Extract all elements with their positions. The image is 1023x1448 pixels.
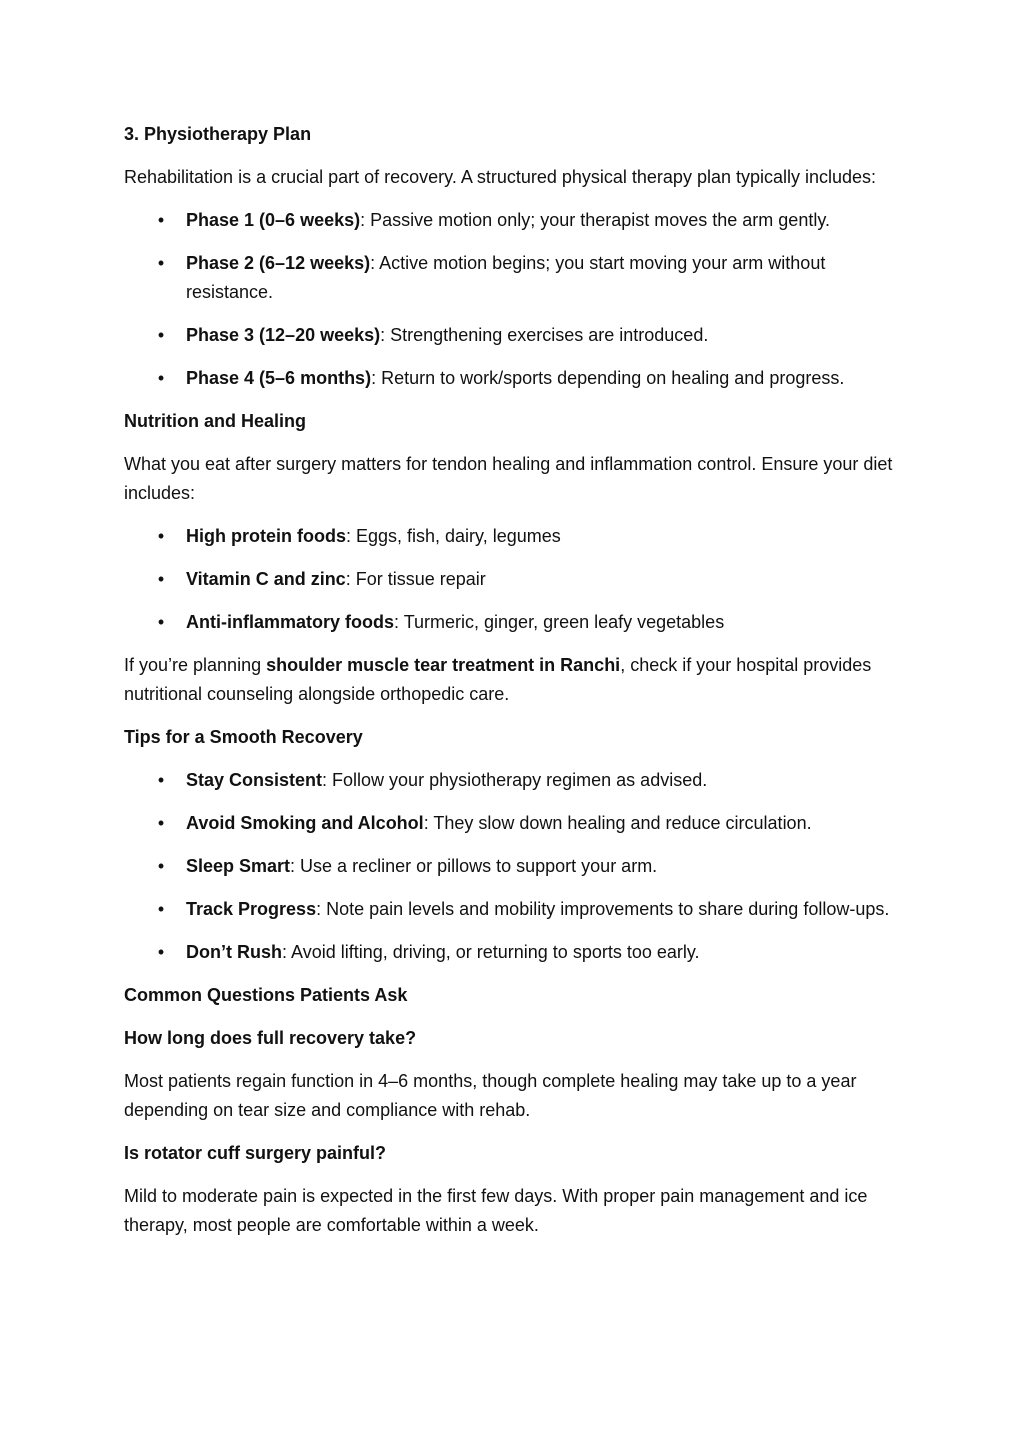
item-label: Phase 2 (6–12 weeks): [186, 253, 371, 273]
item-text: : Avoid lifting, driving, or returning to sports too early.: [282, 942, 700, 962]
bullet-icon: •: [157, 210, 165, 230]
list-item: [124, 522, 904, 551]
item-text: : Eggs, fish, dairy, legumes: [345, 526, 561, 546]
item-label: Phase 3 (12–20 weeks): [186, 325, 381, 345]
list-item: [124, 809, 904, 838]
paragraph-nutrition-note: [124, 651, 904, 709]
item-text: : Follow your physiotherapy regimen as advised.: [322, 770, 708, 790]
faq-answer-recovery-time: Most patients regain function in 4–6 months, though complete healing may take up to a year depending on tear size and compliance with rehab.: [124, 1071, 857, 1120]
list-item: [124, 852, 904, 881]
item-text: : For tissue repair: [345, 569, 486, 589]
item-text: : Turmeric, ginger, green leafy vegetables: [394, 612, 725, 632]
item-text: : Passive motion only; your therapist moves the arm gently.: [360, 210, 830, 230]
document-content: [124, 120, 904, 1254]
item-label: Track Progress: [186, 899, 317, 919]
bullet-icon: •: [157, 526, 165, 546]
section-heading-nutrition: Nutrition and Healing: [124, 411, 306, 431]
paragraph-physio-intro: Rehabilitation is a crucial part of recovery. A structured physical therapy plan typically includes:: [124, 167, 877, 187]
item-label: High protein foods: [186, 526, 346, 546]
list-item: [124, 938, 904, 967]
bullet-icon: •: [157, 569, 165, 589]
bullet-icon: •: [157, 899, 165, 919]
list-item: [124, 565, 904, 594]
list-item: [124, 608, 904, 637]
list-item: [124, 766, 904, 795]
faq-answer-pain: Mild to moderate pain is expected in the first few days. With proper pain management and ice therapy, most people are comfortable within a week.: [124, 1186, 868, 1235]
bullet-icon: •: [157, 368, 165, 388]
faq-question-pain: Is rotator cuff surgery painful?: [124, 1143, 387, 1163]
list-item: [124, 895, 904, 924]
bullet-icon: •: [157, 813, 165, 833]
bullet-icon: •: [157, 770, 165, 790]
item-label: Vitamin C and zinc: [186, 569, 346, 589]
item-text: : Strengthening exercises are introduced.: [380, 325, 709, 345]
section-heading-tips: Tips for a Smooth Recovery: [124, 727, 363, 747]
list-item: [124, 249, 904, 307]
bullet-icon: •: [157, 942, 165, 962]
note-prefix: If you’re planning: [124, 655, 267, 675]
bullet-icon: •: [157, 856, 165, 876]
bullet-list-nutrition: [124, 522, 904, 637]
note-suffix: , check if your hospital provides nutritional counseling alongside orthopedic care.: [124, 655, 872, 704]
item-label: Avoid Smoking and Alcohol: [186, 813, 424, 833]
item-text: : Note pain levels and mobility improvements to share during follow-ups.: [316, 899, 890, 919]
bullet-icon: •: [157, 253, 165, 273]
section-heading-physiotherapy: 3. Physiotherapy Plan: [124, 124, 312, 144]
bullet-list-tips: [124, 766, 904, 967]
item-text: : Active motion begins; you start moving your arm without resistance.: [186, 253, 826, 302]
item-label: Phase 1 (0–6 weeks): [186, 210, 361, 230]
list-item: [124, 206, 904, 235]
list-item: [124, 364, 904, 393]
item-text: : Use a recliner or pillows to support your arm.: [290, 856, 658, 876]
list-item: [124, 321, 904, 350]
item-text: : They slow down healing and reduce circulation.: [423, 813, 812, 833]
section-heading-faq: Common Questions Patients Ask: [124, 985, 408, 1005]
item-label: Phase 4 (5–6 months): [186, 368, 372, 388]
bullet-list-phases: [124, 206, 904, 393]
item-label: Sleep Smart: [186, 856, 291, 876]
item-label: Don’t Rush: [186, 942, 282, 962]
bullet-icon: •: [157, 612, 165, 632]
bullet-icon: •: [157, 325, 165, 345]
item-text: : Return to work/sports depending on healing and progress.: [371, 368, 845, 388]
paragraph-nutrition-intro: What you eat after surgery matters for tendon healing and inflammation control. Ensure your diet includes:: [124, 454, 893, 503]
item-label: Stay Consistent: [186, 770, 323, 790]
item-label: Anti-inflammatory foods: [186, 612, 395, 632]
note-keyword: shoulder muscle tear treatment in Ranchi: [266, 655, 621, 675]
faq-question-recovery-time: How long does full recovery take?: [124, 1028, 417, 1048]
